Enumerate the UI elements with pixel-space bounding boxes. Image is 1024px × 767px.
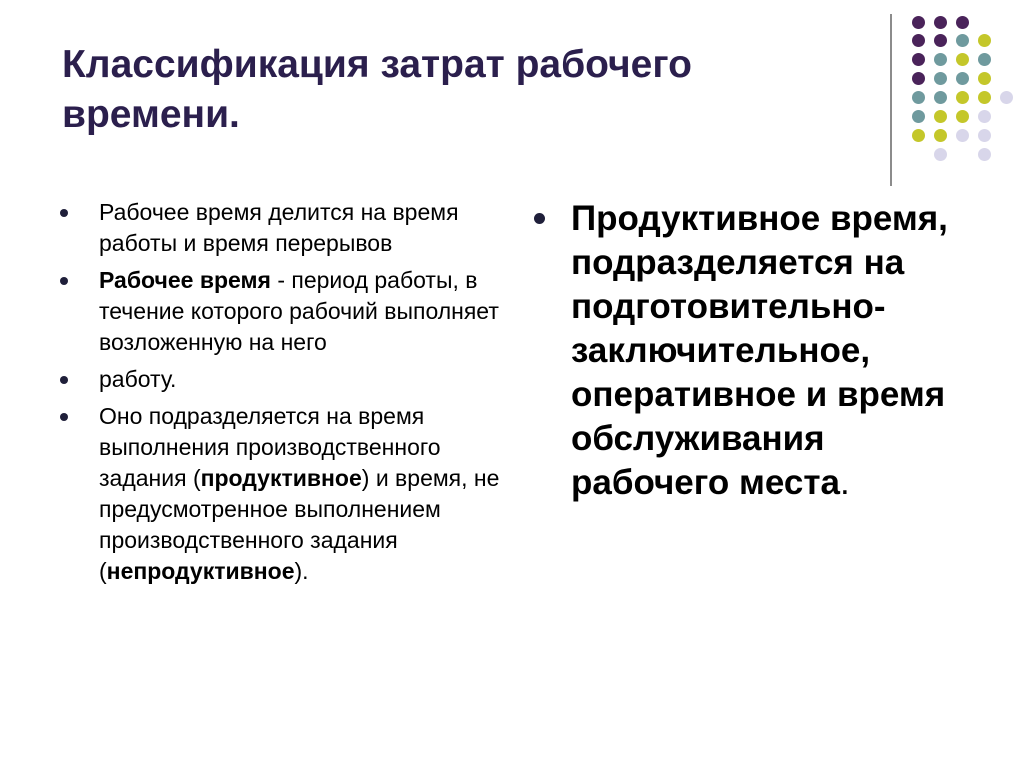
- decorative-dot: [934, 110, 947, 123]
- decorative-dot: [978, 53, 991, 66]
- bullet-text: - период работы, в течение которого рабочий выполняет возложенную на него: [99, 267, 499, 355]
- list-item: [60, 364, 500, 395]
- bullet-text: работу.: [99, 366, 177, 392]
- decorative-dot-grid: [900, 10, 1010, 170]
- decorative-dot: [956, 129, 969, 142]
- bullet-text: ).: [294, 558, 309, 584]
- decorative-dot: [934, 129, 947, 142]
- slide-title: Классификация затрат рабочего времени.: [62, 43, 692, 136]
- decorative-dot: [934, 53, 947, 66]
- bullet-dot-icon: [60, 376, 68, 384]
- left-bullet-list: [60, 197, 500, 593]
- decorative-dot: [1000, 91, 1013, 104]
- decorative-divider: [890, 14, 892, 186]
- decorative-dot: [978, 72, 991, 85]
- bullet-dot-icon: [60, 413, 68, 421]
- bullet-text: Оно подразделяется на время выполнения производственного задания (: [99, 403, 441, 491]
- decorative-dot: [912, 72, 925, 85]
- bullet-bold-term: продуктивное: [200, 465, 362, 491]
- decorative-dot: [978, 129, 991, 142]
- decorative-dot: [978, 91, 991, 104]
- bullet-dot-icon: [60, 277, 68, 285]
- decorative-dot: [912, 110, 925, 123]
- decorative-dot: [912, 34, 925, 47]
- bullet-text: ) и время, не предусмотренное выполнением производственного задания (: [99, 465, 500, 584]
- decorative-dot: [934, 148, 947, 161]
- decorative-dot: [978, 148, 991, 161]
- decorative-dot: [978, 110, 991, 123]
- bullet-dot-icon: [534, 213, 545, 224]
- decorative-dot: [956, 72, 969, 85]
- decorative-dot: [912, 53, 925, 66]
- bullet-end-punctuation: .: [839, 463, 850, 502]
- bullet-bold-term: непродуктивное: [106, 558, 295, 584]
- decorative-dot: [912, 129, 925, 142]
- list-item: [60, 401, 500, 587]
- bullet-text: Продуктивное время, подразделяется на подготовительно-заключительное, оперативное и время обслуживания рабочего места: [571, 199, 948, 502]
- decorative-dot: [956, 110, 969, 123]
- decorative-dot: [934, 16, 947, 29]
- right-bullet-list: [534, 197, 974, 505]
- decorative-dot: [956, 34, 969, 47]
- decorative-dot: [956, 53, 969, 66]
- decorative-dot: [934, 91, 947, 104]
- list-item: [534, 197, 974, 505]
- decorative-dot: [956, 16, 969, 29]
- bullet-bold-term: Рабочее время: [99, 267, 271, 293]
- decorative-dot: [912, 91, 925, 104]
- list-item: [60, 197, 500, 259]
- bullet-text: Рабочее время делится на время работы и время перерывов: [99, 199, 459, 256]
- decorative-dot: [978, 34, 991, 47]
- decorative-dot: [934, 72, 947, 85]
- decorative-dot: [912, 16, 925, 29]
- list-item: [60, 265, 500, 358]
- decorative-dot: [956, 91, 969, 104]
- decorative-dot: [934, 34, 947, 47]
- bullet-dot-icon: [60, 209, 68, 217]
